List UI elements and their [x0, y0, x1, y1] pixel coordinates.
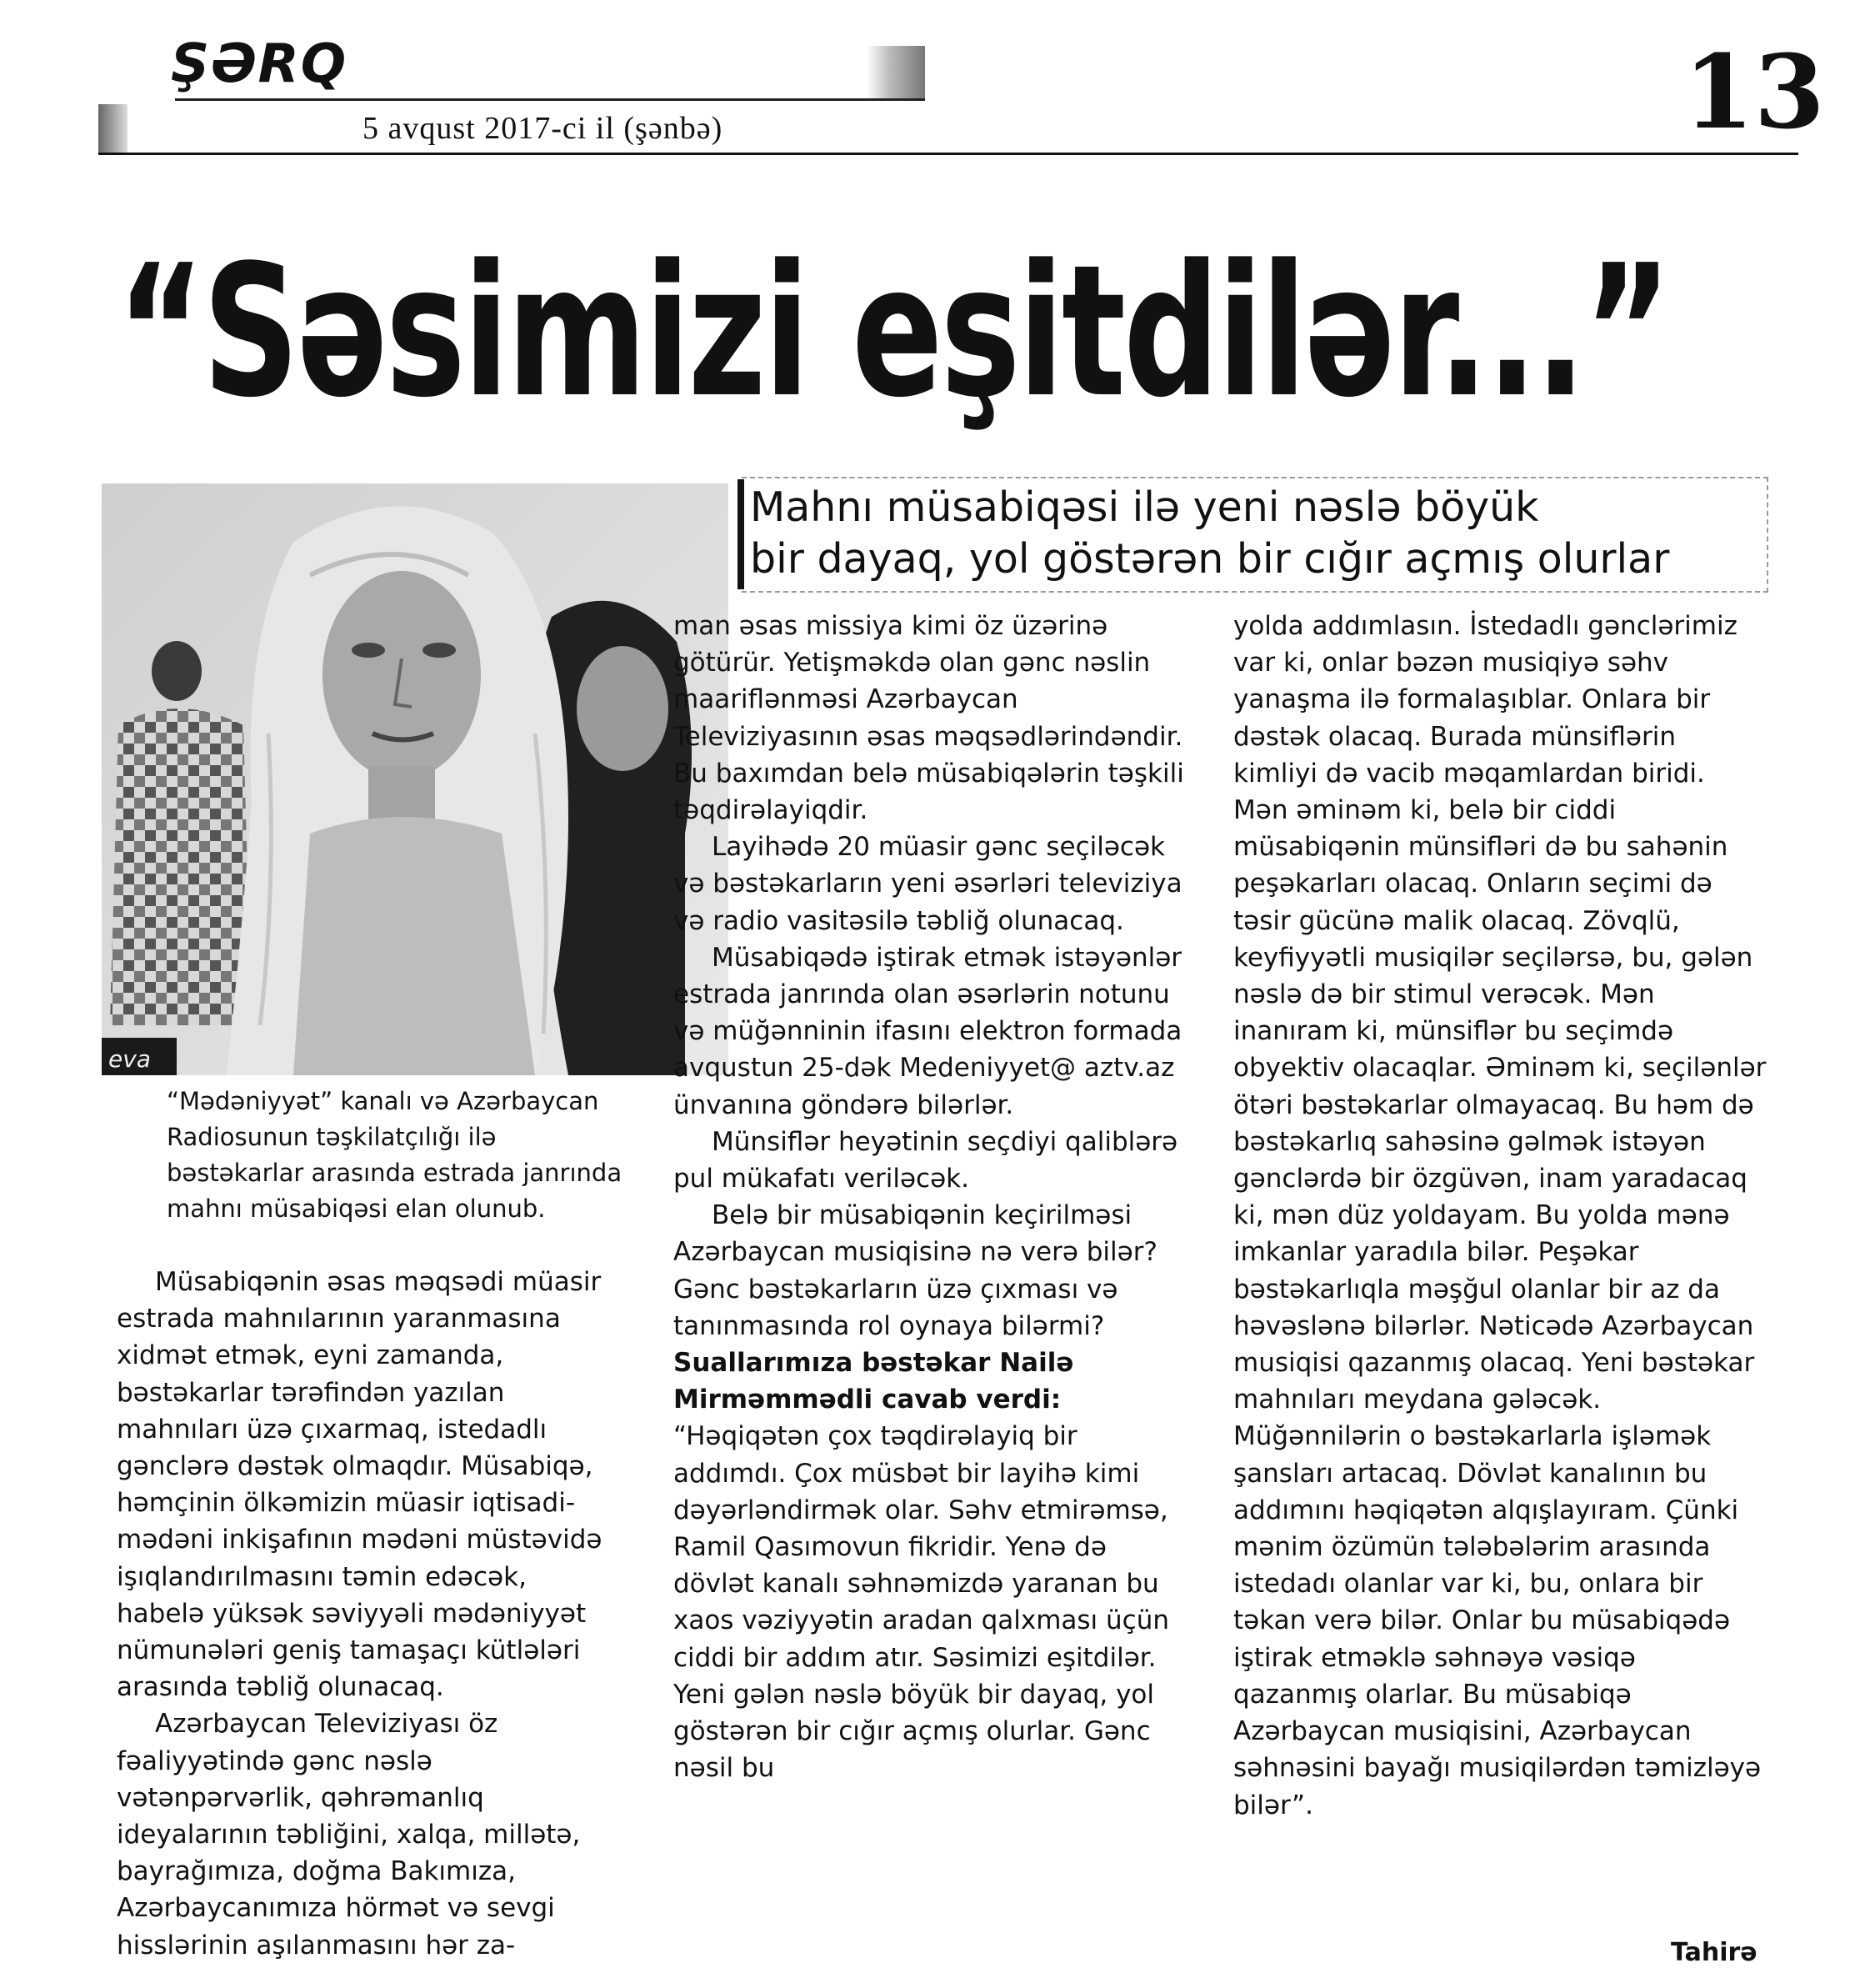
- col2-paragraph-1: man əsas missiya kimi öz üzərinə götürür. Yetişməkdə olan gənc nəslin maariflənməsi Azərbaycan Televiziyasının əsas məqsədlərindəndir. Bu baxımdan belə müsabiqələrin təşkili təqdirəlayiqdir.: [673, 611, 1184, 826]
- col1-paragraph-1: Müsabiqənin əsas məqsədi müasir estrada mahnılarının yaranmasına xidmət etmək, eyni zamanda, bəstəkarlar tərəfindən yazılan mahnıları üzə çıxarmaq, istedadlı gənclərə dəstək olmaqdır. Müsabiqə, həmçinin ölkəmizin müasir iqtisadi-mədəni inkişafının mədəni müstəvidə işıqlandırılmasını təmin edəcək, habelə yüksək səviyyəli mədəniyyət nümunələri geniş tamaşaçı kütlələri arasında təbliğ olunacaq.: [117, 1267, 602, 1703]
- col2-paragraph-2: Layihədə 20 müasir gənc seçiləcək və bəstəkarların yeni əsərləri televiziya və radio vasitəsilə təbliğ olunacaq.: [673, 832, 1182, 936]
- header-divider: [98, 153, 1798, 155]
- interview-question: Belə bir müsabiqənin keçirilməsi Azərbaycan musiqisinə nə verə bilər? Gənc bəstəkarların üzə çıxması və tanınmasında rol oynaya bilərmi?: [673, 1200, 1158, 1341]
- main-woman-jacket: [293, 817, 535, 1075]
- article-column-1: [117, 1264, 617, 1964]
- col2-paragraph-3: Müsabiqədə iştirak etmək istəyənlər estrada janrında olan əsərlərin notunu və müğənninin ifasını elektron formada avqustun 25-dək Medeniyyet@ aztv.az ünvanına göndərə bilərlər.: [673, 942, 1182, 1120]
- masthead-logo: ŞƏRQ: [171, 33, 348, 95]
- interview-quote-start: “Həqiqətən çox təqdirəlayiq bir addımdı. Çox müsbət bir layihə kimi dəyərləndirmək olar. Səhv etmirəmsə, Ramil Qasımovun fikridir. Yenə də dövlət kanalı səhnəmizdə yaranan bu xaos vəziyyətin aradan qalxması üçün ciddi bir addım atır. Səsimizi eşitdilər. Yeni gələn nəslə böyük bir dayaq, yol göstərən bir cığır açmış olurlar. Gənc nəsil bu: [673, 1421, 1169, 1784]
- col2-paragraph-5: [673, 1197, 1190, 1786]
- background-man-shirt: [110, 709, 252, 1025]
- col2-paragraph-4: Münsiflər heyətinin seçdiyi qaliblərə pul mükafatı veriləcək.: [673, 1126, 1178, 1194]
- subhead-line-2: bir dayaq, yol göstərən bir cığır açmış olurlar: [750, 535, 1670, 583]
- interview-intro-bold: Suallarımıza bəstəkar Nailə Mirməmmədli cavab verdi:: [673, 1348, 1074, 1415]
- subhead-bar: [738, 479, 744, 589]
- article-photo: [102, 483, 728, 1075]
- author-byline: Tahirə: [1671, 1938, 1758, 1967]
- page-number: 13: [1683, 32, 1825, 152]
- article-column-3: [1233, 608, 1767, 1824]
- issue-date: 5 avqust 2017-ci il (şənbə): [362, 111, 723, 146]
- article-subhead: [750, 482, 1767, 585]
- subhead-line-1: Mahnı müsabiqəsi ilə yeni nəslə böyük: [750, 483, 1539, 531]
- masthead-rule: [175, 98, 925, 101]
- photo-caption: “Mədəniyyət” kanalı və Azərbaycan Radiosunun təşkilatçılığı ilə bəstəkarlar arasında estrada janrında mahnı müsabiqəsi elan olunub.: [167, 1087, 622, 1223]
- background-man-head: [152, 641, 202, 701]
- article-headline: “Səsimizi eşitdilər...”: [117, 227, 1670, 438]
- col3-paragraph-1: yolda addımlasın. İstedadlı gənclərimiz var ki, onlar bəzən musiqiyə səhv yanaşma ilə formalaşıblar. Onlara bir dəstək olacaq. Burada münsiflərin kimliyi də vacib məqamlardan biridi. Mən əminəm ki, belə bir ciddi müsabiqənin münsifləri də bu sahənin peşəkarları olacaq. Onların seçimi də təsir gücünə malik olacaq. Zövqlü, keyfiyyətli musiqilər seçilərsə, bu, gələn nəslə də bir stimul verəcək. Mən inanıram ki, münsiflər bu seçimdə obyektiv olacaqlar. Əminəm ki, seçilənlər ötəri bəstəkarlar olmayacaq. Bu həm də bəstəkarlıq sahəsinə gəlmək istəyən gənclərdə bir özgüvən, inam yaradacaq ki, mən düz yoldayam. Bu yolda mənə imkanlar yaradıla bilər. Peşəkar bəstəkarlıqla məşğul olanlar bir az da həvəslənə bilərlər. Nəticədə Azərbaycan musiqisi qazanmış olacaq. Yeni bəstəkar mahnıları meydana gələcək. Müğənnilərin o bəstəkarlarla işləmək şansları artacaq. Dövlət kanalının bu addımını həqiqətən alqışlayıram. Çünki mənim özümün tələbələrim arasında istedadı olanlar var ki, bu, onlara bir təkan verə bilər. Onlar bu müsabiqədə iştirak etməklə səhnəyə vəsiqə qazanmış olarlar. Bu müsabiqə Azərbaycan musiqisini, Azərbaycan səhnəsini bayağı musiqilərdən təmizləyə bilər”.: [1233, 611, 1767, 1820]
- main-woman-face: [322, 571, 481, 779]
- col1-paragraph-2: Azərbaycan Televiziyası öz fəaliyyətində gənc nəslə vətənpərvərlik, qəhrəmanlıq ideyalarının təbliğini, xalqa, millətə, bayrağımıza, doğma Bakımıza, Azərbaycanımıza hörmət və sevgi hisslərinin aşılanmasını hər za-: [117, 1709, 581, 1960]
- masthead-shade-decoration: [867, 46, 925, 100]
- date-shade-decoration: [98, 104, 128, 154]
- photo-watermark: eva: [108, 1045, 151, 1073]
- article-column-2: [673, 608, 1190, 1787]
- photo-illustration: [102, 483, 728, 1075]
- background-woman-face: [577, 646, 668, 771]
